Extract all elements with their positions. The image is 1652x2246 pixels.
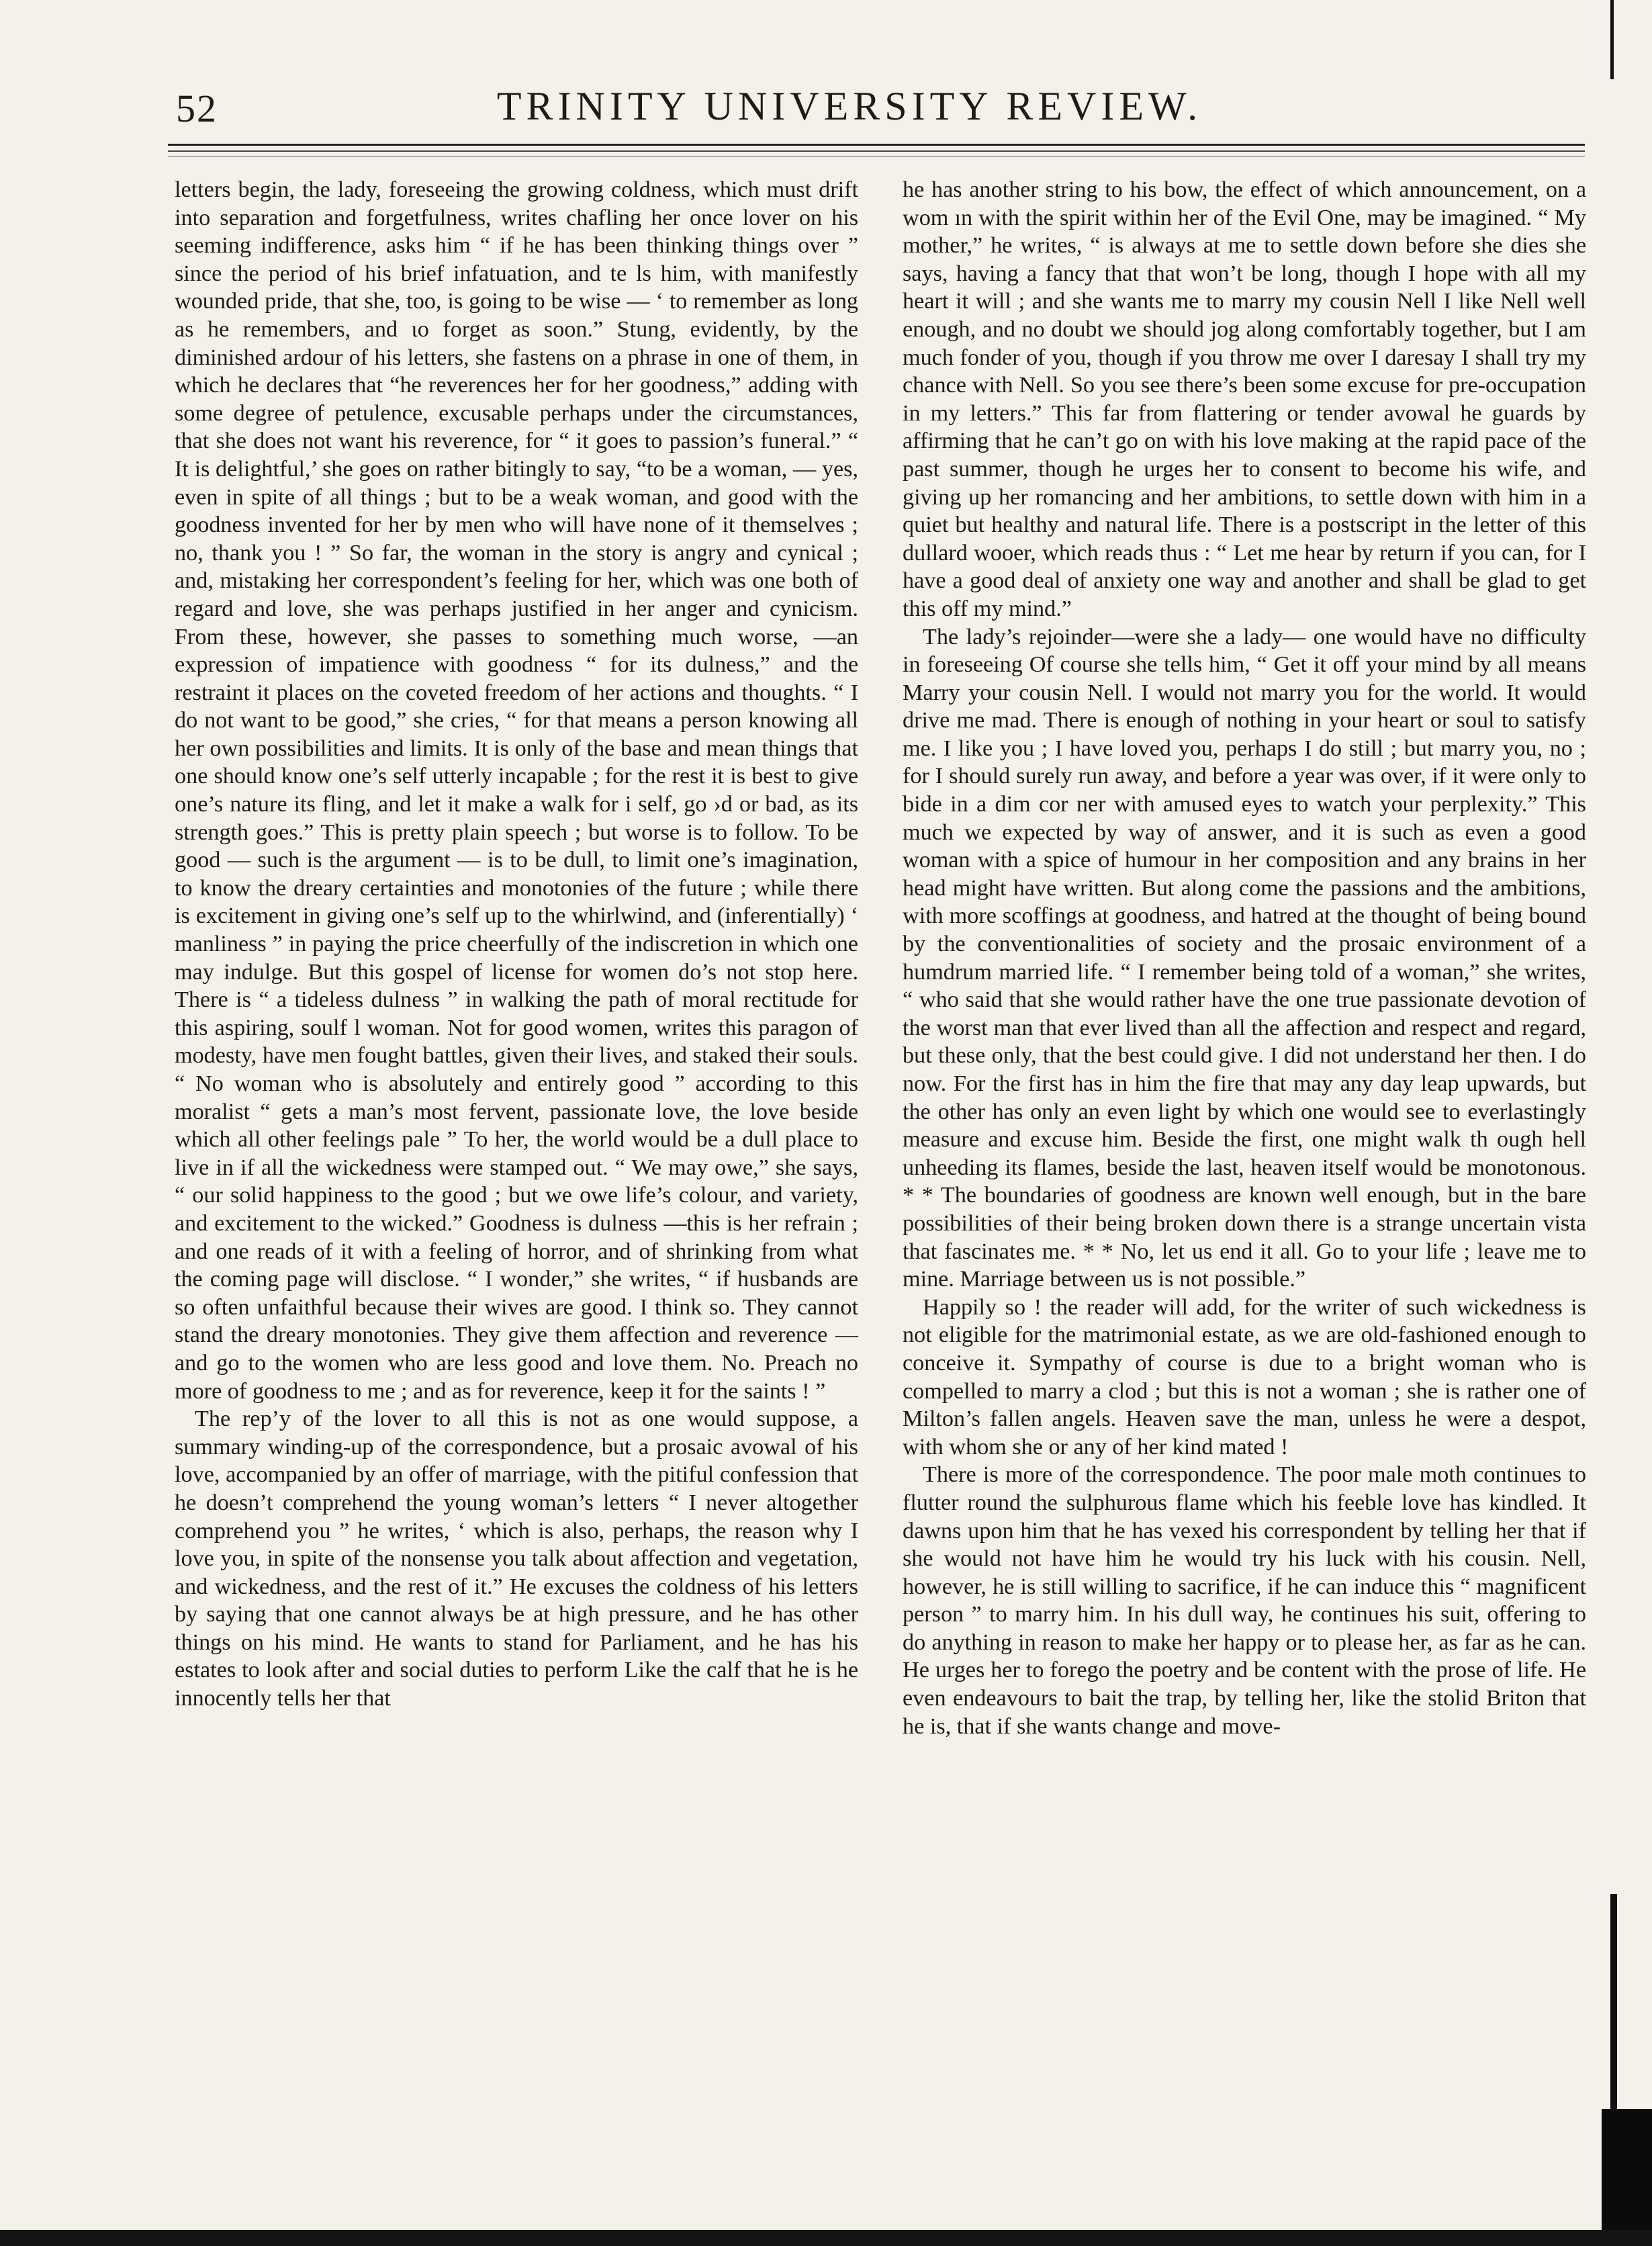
paragraph: letters begin, the lady, foreseeing the growing coldness, which must drift into separation and forgetfulness, writes chafling her once lover on his seeming indifference, asks him “ if he has been thinking things over ” since the period of his brief infatuation, and te ls him, with manifestly wounded pride, that she, too, is going to be wise — ‘ to remember as long as he remembers, and ιo forget as soon.” Stung, evidently, by the diminished ardour of his letters, she fastens on a phrase in one of them, in which he declares that “he reverences her for her goodness,” adding with some degree of petulence, excusable perhaps under the circumstances, that she does not want his reverence, for “ it goes to passion’s funeral.” “ It is delightful,’ she goes on rather bitingly to say, “to be a woman, — yes, even in spite of all things ; but to be a weak woman, and good with the goodness invented for her by men who will have none of it themselves ; no, thank you ! ” So far, the woman in the story is angry and cynical ; and, mistaking her correspondent’s feeling for her, which was one both of regard and love, she was perhaps justified in her anger and cynicism. From these, however, she passes to something much worse, —an expression of impatience with goodness “ for its dulness,” and the restraint it places on the coveted freedom of her actions and thoughts. “ I do not want to be good,” she cries, “ for that means a person knowing all her own possibilities and limits. It is only of the base and mean things that one should know one’s self utterly incapable ; for the rest it is best to give one’s nature its fling, and let it make a walk for i self, go ›d or bad, as its strength goes.” This is pretty plain speech ; but worse is to follow. To be good — such is the argument — is to be dull, to limit one’s imagination, to know the dreary certainties and monotonies of the future ; while there is excitement in giving one’s self up to the whirlwind, and (inferentially) ‘ manliness ” in paying the price cheerfully of the indiscretion in which one may indulge. But this gospel of license for women do’s not stop here. There is “ a tideless dulness ” in walking the path of moral rectitude for this aspiring, soulf l woman. Not for good women, writes this paragon of modesty, have men fought battles, given their lives, and staked their souls. “ No woman who is absolutely and entirely good ” according to this moralist “ gets a man’s most fervent, passionate love, the love beside which all other feelings pale ” To her, the world would be a dull place to live in if all the wickedness were stamped out. “ We may owe,” she says, “ our solid happiness to the good ; but we owe life’s colour, and variety, and excitement to the wicked.” Goodness is dulness —this is her refrain ; and one reads of it with a feeling of horror, and of shrinking from what the coming page will disclose. “ I wonder,” she writes, “ if husbands are so often unfaithful because their wives are good. I think so. They cannot stand the dreary monotonies. They give them affection and reverence —and go to the women who are less good and love them. No. Preach no more of goodness to me ; and as for reverence, keep it for the saints ! ”: [175, 177, 858, 1404]
paragraph: The rep’y of the lover to all this is not as one would suppose, a summary winding-up of the correspondence, but a prosaic avowal of his love, accompanied by an offer of marriage, with the pitiful confession that he doesn’t comprehend the young woman’s letters “ I never altogether comprehend you ” he writes, ‘ which is also, perhaps, the reason why I love you, in spite of the nonsense you talk about affection and vegetation, and wickedness, and the rest of it.” He excuses the coldness of his letters by saying that one cannot always be at high pressure, and he has other things on his mind. He wants to stand for Parliament, and he has his estates to look after and social duties to perform Like the calf that he is he innocently tells her that: [175, 1406, 858, 1711]
scan-edge-shadow: [1602, 2109, 1652, 2246]
running-title: TRINITY UNIVERSITY REVIEW.: [496, 84, 1203, 128]
header-rule: [168, 144, 1585, 146]
scan-bottom-edge: [0, 2230, 1652, 2246]
paragraph: Happily so ! the reader will add, for the writer of such wickedness is not eligible for the matrimonial estate, as we are old-fashioned enough to conceive it. Sympathy of course is due to a bright woman who is compelled to marry a clod ; but this is not a woman ; she is rather one of Milton’s fallen angels. Heaven save the man, unless he were a despot, with whom she or any of her kind mated !: [903, 1294, 1586, 1459]
scan-edge-mark: [1610, 1894, 1617, 2109]
right-column: [903, 176, 1586, 1740]
page-header: [148, 79, 1551, 140]
left-column: [175, 176, 858, 1713]
scan-edge-mark: [1610, 0, 1614, 79]
paragraph: There is more of the correspondence. The poor male moth continues to flutter round the sulphurous flame which his feeble love has kindled. It dawns upon him that he has vexed his correspondent by telling her that if she would not have him he would try his luck with his cousin. Nell, however, he is still willing to sacrifice, if he can induce this “ magnificent person ” to marry him. In his dull way, he continues his suit, offering to do anything in reason to make her happy or to please her, as far as he can. He urges her to forego the poetry and be content with the prose of life. He even endeavours to bait the trap, by telling her, like the stolid Briton that he is, that if she wants change and move-: [903, 1462, 1586, 1739]
paragraph: he has another string to his bow, the effect of which announcement, on a wom ın with the spirit within her of the Evil One, may be imagined. “ My mother,” he writes, “ is always at me to settle down before she dies she says, having a fancy that that won’t be long, though I hope with all my heart it will ; and she wants me to marry my cousin Nell I like Nell well enough, and no doubt we should jog along comfortably together, but I am much fonder of you, though if you throw me over I daresay I shall try my chance with Nell. So you see there’s been some excuse for pre-occupation in my letters.” This far from flattering or tender avowal he guards by affirming that he can’t go on with his love making at the rapid pace of the past summer, though he urges her to consent to become his wife, and giving up her romancing and her ambitions, to settle down with him in a quiet but healthy and natural life. There is a postscript in the letter of this dullard wooer, which reads thus : “ Let me hear by return if you can, for I have a good deal of anxiety one way and another and shall be glad to get this off my mind.”: [903, 177, 1586, 621]
page-number: 52: [176, 87, 218, 130]
paragraph: The lady’s rejoinder—were she a lady— one would have no difficulty in foreseeing Of course she tells him, “ Get it off your mind by all means Marry your cousin Nell. I would not marry you for the world. It would drive me mad. There is enough of nothing in your heart or soul to satisfy me. I like you ; I have loved you, perhaps I do still ; but marry you, no ; for I should surely run away, and before a year was over, if it were only to bide in a dim cor ner with amused eyes to watch your perplexity.” This much we expected by way of answer, and it is such as even a good woman with a spice of humour in her composition and any brains in her head might have written. But along come the passions and the ambitions, with more scoffings at goodness, and hatred at the thought of being bound by the conventionalities of society and the prosaic environment of a humdrum married life. “ I remember being told of a woman,” she writes, “ who said that she would rather have the one true passionate devotion of the worst man that ever lived than all the affection and respect and regard, but these only, that the best could give. I did not understand her then. I do now. For the first has in him the fire that may any day leap upwards, but the other has only an even light by which one would see to everlastingly measure and excuse him. Beside the first, one might walk th ough hell unheeding its flames, beside the last, heaven itself would be monotonous. * * The boundaries of goodness are known well enough, but in the bare possibilities of their being broken down there is a strange uncertain vista that fascinates me. * * No, let us end it all. Go to your life ; leave me to mine. Marriage between us is not possible.”: [903, 624, 1586, 1292]
header-rule: [168, 150, 1585, 152]
